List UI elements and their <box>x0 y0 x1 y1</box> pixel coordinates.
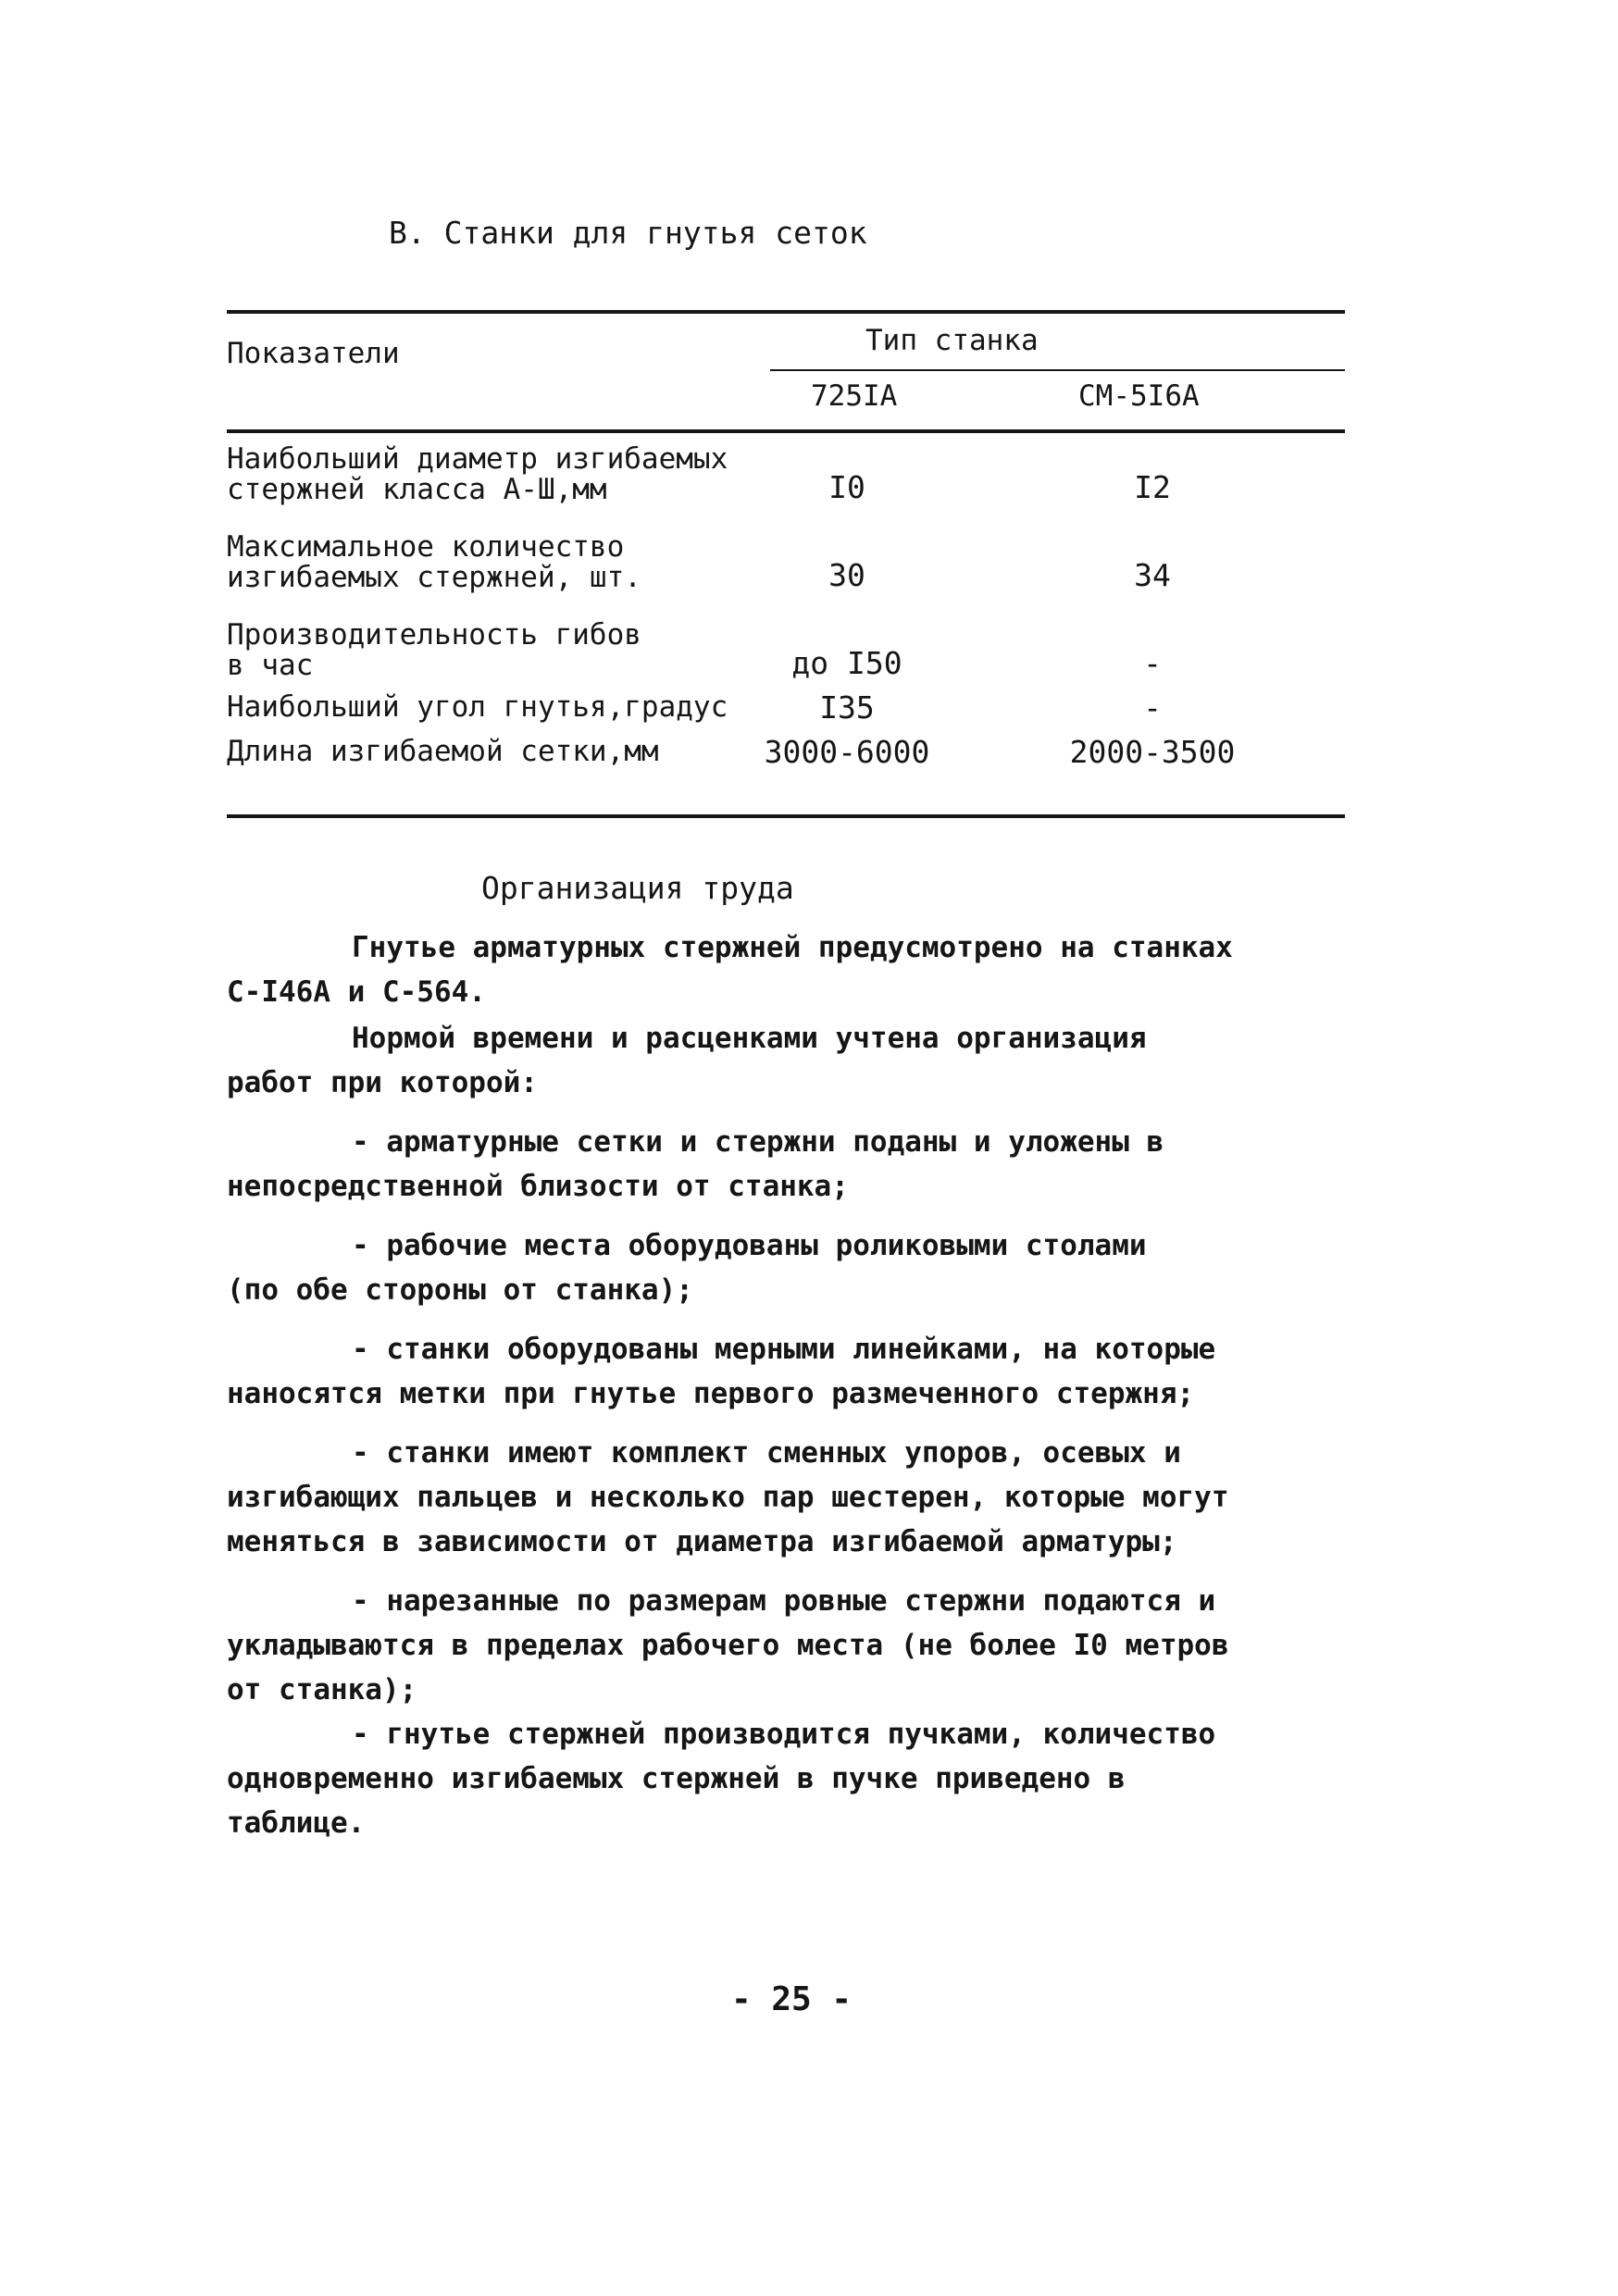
row-label-line: Производительность гибов <box>227 618 641 652</box>
row-value-b: I2 <box>1134 469 1171 505</box>
header-group-rule <box>770 369 1345 371</box>
paragraph-line: С-I46А и С-564. <box>227 975 486 1009</box>
page-number: - 25 - <box>731 1980 853 2018</box>
row-label-line: Наибольший угол гнутья,градус <box>227 690 728 724</box>
row-value-b: 2000-3500 <box>1069 734 1236 770</box>
paragraph-line: непосредственной близости от станка; <box>227 1170 849 1203</box>
paragraph-line: - станки имеют комплект сменных упоров, осевых и <box>352 1436 1181 1470</box>
paragraph-line: (по обе стороны от станка); <box>227 1273 693 1307</box>
row-value-a: до I50 <box>791 645 902 681</box>
row-value-a: 30 <box>828 557 865 593</box>
row-value-b: - <box>1143 645 1162 681</box>
paragraph-line: укладываются в пределах рабочего места (не более I0 метров <box>227 1629 1229 1662</box>
paragraph-line: от станка); <box>227 1673 417 1706</box>
row-value-b: 34 <box>1134 557 1171 593</box>
paragraph-line: Гнутье арматурных стержней предусмотрено на станках <box>352 931 1233 964</box>
header-machine-type: Тип станка <box>865 324 1039 357</box>
header-indicators: Показатели <box>227 337 400 370</box>
paragraph-line: таблице. <box>227 1806 366 1840</box>
row-value-a: I35 <box>819 689 875 726</box>
paragraph-line: одновременно изгибаемых стержней в пучке приведено в <box>227 1762 1126 1795</box>
row-label-line: изгибаемых стержней, шт. <box>227 561 641 594</box>
paragraph-line: - арматурные сетки и стержни поданы и уложены в <box>352 1125 1164 1159</box>
table-top-rule <box>227 310 1345 314</box>
row-label-line: в час <box>227 649 314 682</box>
header-col-b: СМ-5I6А <box>1078 379 1200 413</box>
paragraph-line: - рабочие места оборудованы роликовыми столами <box>352 1229 1147 1262</box>
paragraph-line: - гнутье стержней производится пучками, количество <box>352 1718 1216 1751</box>
table-bottom-rule <box>227 814 1345 818</box>
section-heading: Организация труда <box>481 870 794 906</box>
row-label-line: Длина изгибаемой сетки,мм <box>227 735 659 768</box>
row-value-a: 3000-6000 <box>764 734 930 770</box>
row-label-line: Наибольший диаметр изгибаемых <box>227 442 728 476</box>
row-label-line: стержней класса А-Ш,мм <box>227 473 607 506</box>
paragraph-line: наносятся метки при гнутье первого размеченного стержня; <box>227 1377 1195 1410</box>
table-header-rule <box>227 429 1345 433</box>
paragraph-line: Нормой времени и расценками учтена организация <box>352 1022 1147 1055</box>
paragraph-line: работ при которой: <box>227 1066 538 1099</box>
row-label-line: Максимальное количество <box>227 530 625 564</box>
paragraph-line: меняться в зависимости от диаметра изгибаемой арматуры; <box>227 1525 1177 1558</box>
header-col-a: 725IA <box>811 379 898 413</box>
paragraph-line: - нарезанные по размерам ровные стержни подаются и <box>352 1584 1216 1618</box>
row-value-b: - <box>1143 689 1162 726</box>
paragraph-line: изгибающих пальцев и несколько пар шестерен, которые могут <box>227 1481 1229 1514</box>
section-title: В. Станки для гнутья сеток <box>389 215 867 251</box>
paragraph-line: - станки оборудованы мерными линейками, на которые <box>352 1333 1216 1366</box>
row-value-a: I0 <box>828 469 865 505</box>
